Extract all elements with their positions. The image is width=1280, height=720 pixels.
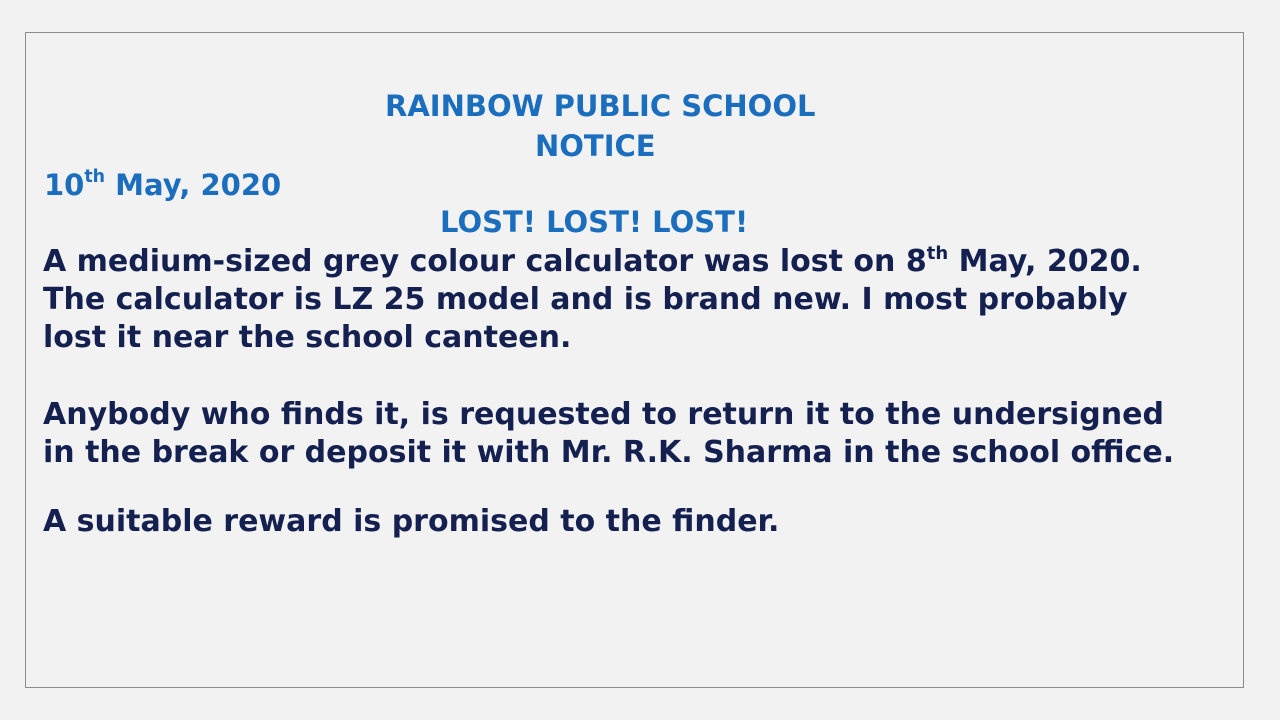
- para1-line1-after: May, 2020.: [948, 244, 1142, 279]
- para1-line2: The calculator is LZ 25 model and is brand new. I most probably: [43, 282, 1128, 317]
- para1-line1-before: A medium-sized grey colour calculator was lost on 8: [43, 244, 927, 279]
- para2-line2: in the break or deposit it with Mr. R.K. Sharma in the school office.: [43, 435, 1175, 470]
- notice-heading: LOST! LOST! LOST!: [440, 205, 749, 239]
- para1-line1-sup: th: [926, 243, 949, 264]
- date-day: 10: [44, 168, 85, 202]
- notice-date: [44, 167, 282, 202]
- notice-label: NOTICE: [535, 129, 656, 163]
- para3: A suitable reward is promised to the finder.: [43, 504, 780, 539]
- para1-line3: lost it near the school canteen.: [43, 320, 572, 355]
- date-rest: May, 2020: [105, 168, 282, 202]
- para2-line1: Anybody who finds it, is requested to return it to the undersigned: [43, 397, 1164, 432]
- school-name: RAINBOW PUBLIC SCHOOL: [385, 89, 816, 123]
- date-suffix: th: [84, 167, 106, 187]
- para1-line1: [43, 243, 1142, 279]
